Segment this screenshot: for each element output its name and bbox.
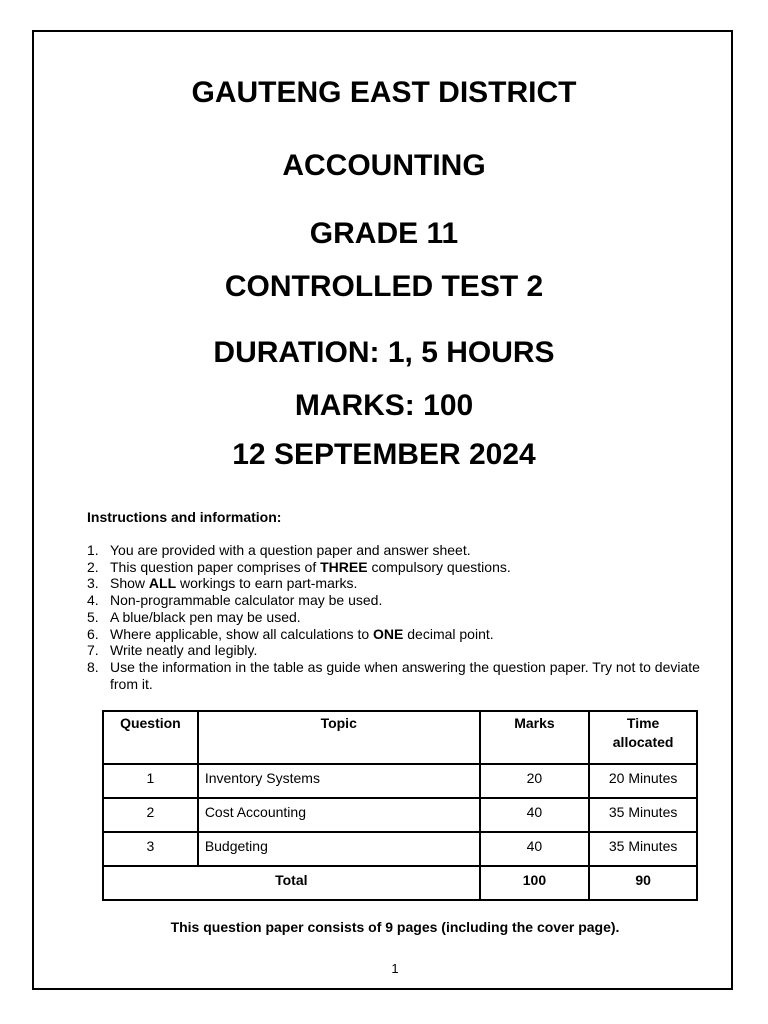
date-line: 12 SEPTEMBER 2024 [232, 438, 536, 471]
instruction-number: 2. [87, 558, 99, 575]
duration-line: DURATION: 1, 5 HOURS [213, 336, 555, 369]
instruction-number: 5. [87, 608, 99, 625]
instruction-item [87, 609, 707, 626]
instruction-text: Write neatly and legibly. [110, 642, 258, 659]
instructions-heading: Instructions and information: [87, 509, 282, 525]
instruction-text: Show ALL workings to earn part-marks. [110, 575, 358, 592]
grade-title: GRADE 11 [309, 217, 459, 250]
pages-note: This question paper consists of 9 pages (including the cover page). [170, 919, 620, 935]
topics-table [102, 710, 698, 901]
header-time-allocated: Time allocated [589, 711, 697, 764]
instruction-item [87, 542, 707, 559]
cell-question: 2 [103, 798, 198, 832]
instruction-number: 1. [87, 542, 99, 558]
instruction-text: You are provided with a question paper and answer sheet. [110, 542, 471, 558]
cell-topic: Cost Accounting [198, 798, 480, 832]
instruction-text: A blue/black pen may be used. [110, 608, 301, 625]
total-marks: 100 [480, 866, 590, 900]
cell-topic: Budgeting [198, 832, 480, 866]
cell-question: 3 [103, 832, 198, 866]
instruction-text: Use the information in the table as guide when answering the question paper. Try not to deviate from it. [110, 658, 700, 692]
instruction-item [87, 659, 707, 692]
district-title: GAUTENG EAST DISTRICT [191, 76, 577, 109]
instruction-item [87, 559, 707, 576]
marks-line: MARKS: 100 [294, 389, 474, 422]
instruction-text: Where applicable, show all calculations to ONE decimal point. [110, 625, 494, 642]
total-label: Total [103, 866, 480, 900]
table-row [103, 764, 697, 798]
header-topic: Topic [198, 711, 480, 764]
instruction-text: Non-programmable calculator may be used. [110, 592, 383, 609]
cell-topic: Inventory Systems [198, 764, 480, 798]
page-number: 1 [391, 961, 399, 976]
subject-title: ACCOUNTING [282, 149, 486, 182]
table-header-row [103, 711, 697, 764]
table-row [103, 798, 697, 832]
instruction-item [87, 642, 707, 659]
table-total-row [103, 866, 697, 900]
instruction-number: 8. [87, 658, 99, 675]
instruction-number: 3. [87, 575, 99, 592]
instructions-list [87, 542, 707, 692]
instruction-number: 7. [87, 642, 99, 659]
cell-marks: 40 [480, 832, 590, 866]
total-time: 90 [589, 866, 697, 900]
table-row [103, 832, 697, 866]
test-title: CONTROLLED TEST 2 [224, 270, 544, 303]
instruction-text: This question paper comprises of THREE compulsory questions. [110, 558, 511, 575]
cell-marks: 40 [480, 798, 590, 832]
instruction-item [87, 575, 707, 592]
header-question: Question [103, 711, 198, 764]
cell-marks: 20 [480, 764, 590, 798]
cell-time: 35 Minutes [589, 798, 697, 832]
cell-question: 1 [103, 764, 198, 798]
instruction-item [87, 626, 707, 643]
instruction-number: 6. [87, 625, 99, 642]
cell-time: 20 Minutes [589, 764, 697, 798]
instruction-number: 4. [87, 592, 99, 609]
cell-time: 35 Minutes [589, 832, 697, 866]
instruction-item [87, 592, 707, 609]
header-marks: Marks [480, 711, 590, 764]
